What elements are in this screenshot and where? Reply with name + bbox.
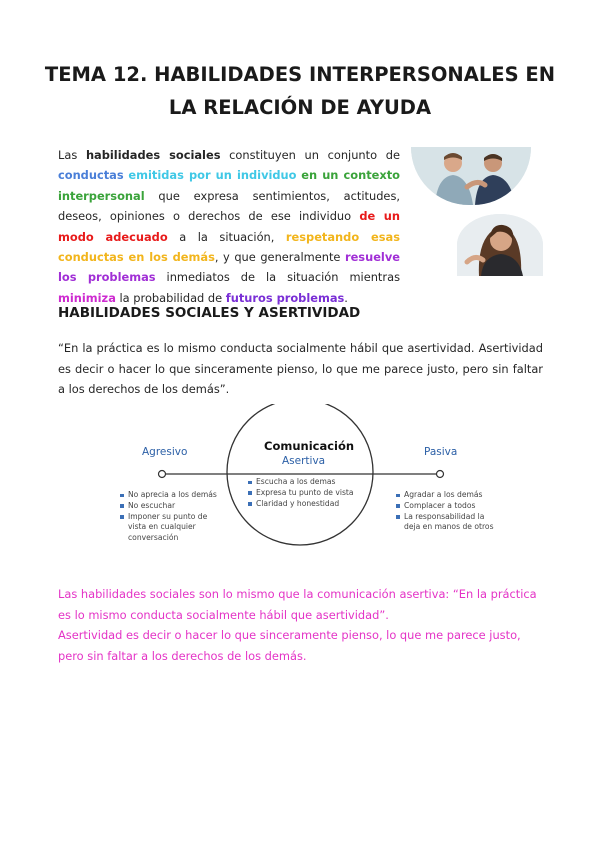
woman-smiling-photo xyxy=(457,214,543,276)
intro-paragraph xyxy=(58,145,400,308)
section-quote: “En la práctica es lo mismo conducta socialmente hábil que asertividad. Asertividad es decir o hacer lo que sinceramente pienso, lo que me parece justo, pero sin faltar a los derechos de los demás”. xyxy=(58,341,543,396)
center-title: Comunicación xyxy=(264,439,355,453)
intro-text: inmediatos de la situación mientras xyxy=(155,270,400,285)
list-item: Claridad y honestidad xyxy=(248,499,360,510)
list-item: Agradar a los demás xyxy=(396,490,500,501)
intro-text: Las xyxy=(58,148,86,162)
two-men-talking-photo xyxy=(411,147,531,205)
list-item: Complacer a todos xyxy=(396,501,500,512)
left-list xyxy=(120,490,220,544)
conclusion-line-2: Asertividad es decir o hacer lo que sinceramente pienso, lo que me parece justo, pero sin faltar a los derechos de los demás. xyxy=(58,628,521,663)
intro-text: . xyxy=(344,290,348,305)
intro-text: constituyen un conjunto de xyxy=(220,148,400,162)
section-heading: HABILIDADES SOCIALES Y ASERTIVIDAD xyxy=(58,305,361,321)
right-endpoint xyxy=(437,471,444,478)
center-list xyxy=(248,477,360,509)
intro-highlight-resuelve: resuelve los problemas xyxy=(58,250,400,285)
intro-text: , y que generalmente xyxy=(214,250,345,265)
conclusion-line-1: Las habilidades sociales son lo mismo que la comunicación asertiva: “En la práctica es lo mismo conducta socialmente hábil que asertividad”. xyxy=(58,587,537,622)
intro-highlight-habilidades: habilidades sociales xyxy=(85,148,221,162)
intro-highlight-adecuado: de un modo adecuado xyxy=(58,209,400,244)
intro-highlight-minimiza: minimiza xyxy=(58,290,116,305)
page-title xyxy=(40,58,560,124)
list-item: Imponer su punto de vista en cualquier conversación xyxy=(120,512,220,544)
intro-highlight-individuo: emitidas por un individuo xyxy=(128,168,297,183)
list-item: No escuchar xyxy=(120,501,220,512)
center-subtitle: Asertiva xyxy=(282,455,326,467)
intro-highlight-respetando: respetando esas conductas en los demás xyxy=(58,229,400,265)
list-item: No aprecia a los demás xyxy=(120,490,220,501)
intro-highlight-conductas: conductas xyxy=(58,168,124,183)
title-line-2: LA RELACIÓN DE AYUDA xyxy=(168,96,432,119)
intro-text: que expresa sentimientos, actitudes, deseos, opiniones o derechos de ese individuo xyxy=(58,188,400,224)
list-item: Escucha a los demas xyxy=(248,477,360,488)
intro-text: la probabilidad de xyxy=(115,290,226,305)
assertiveness-diagram xyxy=(110,404,500,576)
right-list xyxy=(396,490,500,533)
intro-highlight-futuros: futuros problemas xyxy=(225,290,345,305)
intro-text: a la situación, xyxy=(167,229,286,244)
list-item: Expresa tu punto de vista xyxy=(248,488,360,499)
intro-highlight-contexto: en un contexto interpersonal xyxy=(58,168,400,203)
left-endpoint xyxy=(159,471,166,478)
conclusion-text xyxy=(58,584,545,666)
right-label: Pasiva xyxy=(424,446,458,458)
title-line-1: TEMA 12. HABILIDADES INTERPERSONALES EN xyxy=(44,63,556,86)
left-label: Agresivo xyxy=(142,446,188,458)
list-item: La responsabilidad la deja en manos de otros xyxy=(396,512,500,534)
